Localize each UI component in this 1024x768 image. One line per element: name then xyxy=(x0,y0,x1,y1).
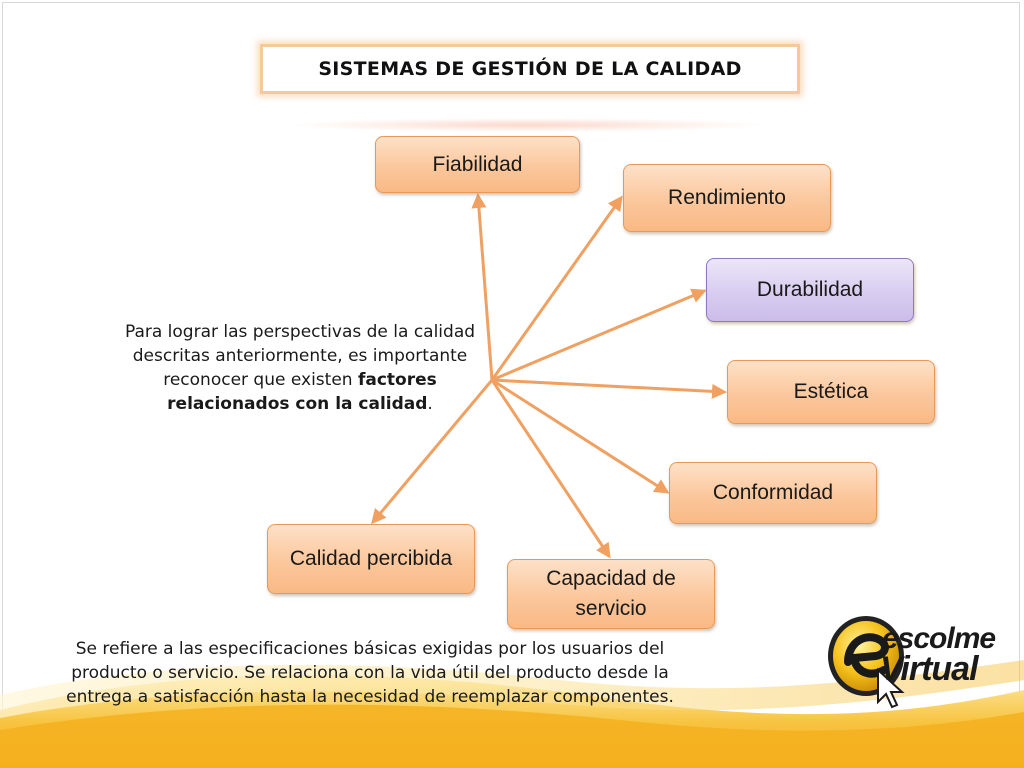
node-rendimiento-label: Rendimiento xyxy=(668,186,786,209)
arrow-rendimiento xyxy=(492,198,621,380)
node-capacidad-label-line1: Capacidad de xyxy=(546,567,676,590)
node-conformidad[interactable] xyxy=(669,462,877,524)
logo-text-virtual: Virtual xyxy=(880,650,978,688)
node-estetica-label: Estética xyxy=(793,380,869,403)
node-fiabilidad-label: Fiabilidad xyxy=(432,152,523,176)
node-conformidad-label: Conformidad xyxy=(712,481,834,504)
node-calidad-percibida[interactable] xyxy=(267,524,475,594)
arrow-estetica xyxy=(492,380,724,392)
node-fiabilidad[interactable] xyxy=(375,136,580,193)
center-description-bold: factores relacionados con la calidad xyxy=(167,370,437,414)
escolme-virtual-logo xyxy=(826,608,1022,712)
title-shadow-decoration xyxy=(285,118,770,132)
bottom-description: Se refiere a las especificaciones básicas exigidas por los usuarios del producto o servicio. Se relaciona con la vida útil del producto desde la entrega a satisfacción hasta la necesidad de reemplazar componentes. xyxy=(66,639,674,707)
node-calidad-percibida-label: Calidad percibida xyxy=(289,547,453,570)
node-estetica[interactable] xyxy=(727,360,935,424)
node-capacidad-label-line2: servicio xyxy=(575,597,647,620)
node-durabilidad-label: Durabilidad xyxy=(756,278,864,301)
page-title: SISTEMAS DE GESTIÓN DE LA CALIDAD xyxy=(318,58,742,80)
arrow-durabilidad xyxy=(492,291,704,380)
logo-text-escolme: escolme xyxy=(882,622,996,655)
node-rendimiento[interactable] xyxy=(623,164,831,232)
arrow-capacidad xyxy=(492,380,609,556)
center-description-end: . xyxy=(427,394,433,414)
center-description xyxy=(110,320,490,416)
node-durabilidad[interactable] xyxy=(706,258,914,322)
node-capacidad-label xyxy=(546,564,676,624)
arrow-conformidad xyxy=(492,380,667,492)
center-description-text: Para lograr las perspectivas de la calidad descritas anteriormente, es importante reconocer que existen xyxy=(124,322,476,390)
node-capacidad-de-servicio[interactable] xyxy=(507,559,715,629)
title-box xyxy=(260,44,800,94)
